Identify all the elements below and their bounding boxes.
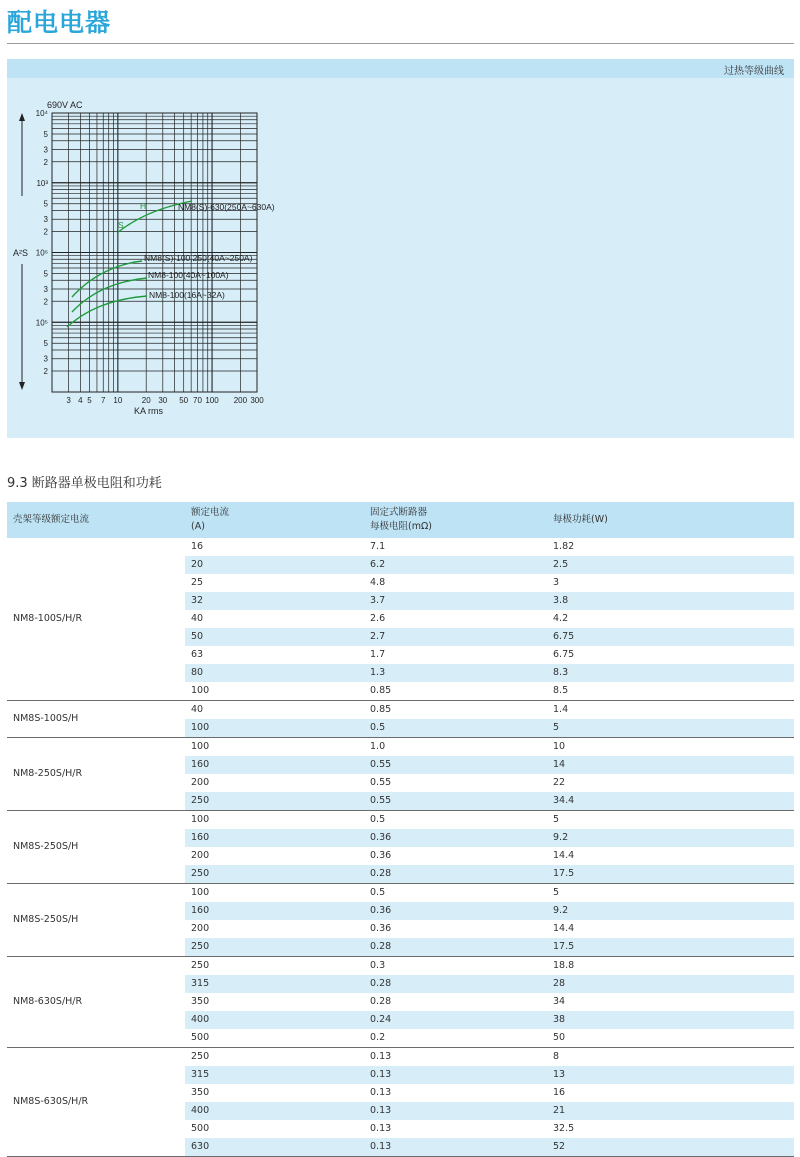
power-cell: 14.4	[553, 923, 575, 934]
power-cell: 8.3	[547, 664, 794, 682]
resistance-cell: 0.28	[364, 865, 547, 884]
y-tick-label: 3	[43, 215, 48, 225]
power-cell: 34	[553, 996, 566, 1007]
power-cell: 6.75	[553, 649, 575, 660]
resistance-cell: 0.13	[364, 1066, 547, 1084]
x-tick-label: 10	[113, 396, 123, 405]
current-cell: 32	[185, 592, 364, 610]
current-cell: 160	[185, 756, 364, 774]
power-cell: 17.5	[547, 938, 794, 957]
power-cell: 13	[547, 1066, 794, 1084]
curve-label-630: NM8(S)-630(250A~630A)	[178, 202, 275, 212]
resistance-cell: 0.5	[364, 884, 547, 903]
resistance-cell: 0.24	[364, 1011, 547, 1029]
resistance-power-table	[7, 502, 794, 1157]
curve-label-100-250: NM8(S)-100,250(40A~250A)	[144, 253, 253, 263]
power-cell: 18.8	[547, 957, 794, 976]
resistance-cell: 0.2	[370, 1032, 386, 1043]
frame-cell: NM8S-100S/H	[7, 701, 185, 738]
y-tick-label: 5	[43, 129, 48, 139]
power-cell: 14.4	[553, 850, 575, 861]
header-power: 每极功耗(W)	[547, 502, 794, 538]
table-row	[7, 1048, 794, 1067]
x-tick-label: 100	[205, 396, 219, 405]
voltage-label: 690V AC	[47, 100, 83, 110]
x-tick-label: 70	[193, 396, 202, 405]
section-title: 9.3 断路器单极电阻和功耗	[7, 476, 162, 491]
y-tick-labels	[36, 109, 49, 376]
power-cell: 6.75	[547, 628, 794, 646]
x-tick-label: 7	[101, 396, 106, 405]
table-row	[7, 811, 794, 830]
curve-label-40-100: NM8-100(40A~100A)	[148, 270, 229, 280]
resistance-cell: 1.3	[364, 664, 547, 682]
table-body	[7, 538, 794, 1157]
resistance-cell: 0.13	[364, 1048, 547, 1067]
power-cell: 16	[553, 1087, 566, 1098]
marker-label-h: H	[140, 201, 147, 211]
current-cell: 25	[191, 577, 204, 588]
current-cell: 100	[185, 719, 364, 738]
current-cell: 63	[191, 649, 204, 660]
resistance-cell: 0.5	[364, 719, 547, 738]
curve-nm8-100-40-100	[72, 278, 147, 312]
y-tick-label: 2	[43, 227, 48, 237]
resistance-cell: 6.2	[364, 556, 547, 574]
power-cell: 5	[547, 719, 794, 738]
frame-cell: NM8-100S/H/R	[7, 538, 185, 701]
curves	[67, 201, 192, 327]
y-tick-label: 2	[43, 157, 48, 167]
x-tick-label: 50	[179, 396, 189, 405]
current-cell: 200	[191, 923, 210, 934]
table-header-row	[7, 502, 794, 538]
power-cell: 5	[547, 811, 794, 830]
x-axis-label: KA rms	[134, 406, 164, 416]
resistance-cell: 0.55	[370, 777, 392, 788]
current-cell: 500	[191, 1123, 210, 1134]
resistance-cell: 0.28	[364, 938, 547, 957]
y-tick-label: 3	[43, 354, 48, 364]
power-cell: 34.4	[547, 792, 794, 811]
frame-cell: NM8-250S/H/R	[7, 738, 185, 811]
resistance-cell: 3.7	[364, 592, 547, 610]
current-cell: 250	[185, 792, 364, 811]
power-cell: 9.2	[547, 902, 794, 920]
resistance-cell: 0.13	[364, 1138, 547, 1157]
current-cell: 350	[191, 1087, 210, 1098]
resistance-cell: 0.85	[364, 701, 547, 720]
power-cell: 38	[547, 1011, 794, 1029]
current-cell: 630	[185, 1138, 364, 1157]
curve-panel	[7, 59, 794, 438]
current-cell: 100	[185, 811, 364, 830]
resistance-cell: 0.36	[364, 902, 547, 920]
x-tick-label: 30	[158, 396, 168, 405]
current-cell: 20	[185, 556, 364, 574]
power-cell: 3.8	[547, 592, 794, 610]
y-tick-label: 2	[43, 367, 48, 377]
resistance-cell: 0.3	[364, 957, 547, 976]
y-tick-label: 3	[43, 145, 48, 155]
current-cell: 100	[191, 685, 210, 696]
resistance-cell: 4.8	[370, 577, 386, 588]
y-decade-label: 10⁵	[35, 318, 48, 328]
current-cell: 350	[191, 996, 210, 1007]
frame-cell: NM8S-250S/H	[7, 884, 185, 957]
resistance-cell: 2.7	[364, 628, 547, 646]
y-decade-label: 10³	[36, 178, 48, 188]
resistance-cell: 0.13	[370, 1087, 392, 1098]
power-cell: 28	[547, 975, 794, 993]
x-tick-label: 200	[233, 396, 248, 405]
table-row	[7, 957, 794, 976]
power-cell: 2.5	[547, 556, 794, 574]
current-cell: 80	[185, 664, 364, 682]
y-decade-label: 10⁶	[35, 248, 48, 258]
x-tick-label: 5	[87, 396, 92, 405]
y-axis-label: A²S	[13, 248, 29, 258]
resistance-cell: 1.0	[364, 738, 547, 757]
current-cell: 16	[191, 541, 204, 552]
current-cell: 500	[191, 1032, 210, 1043]
power-cell: 10	[547, 738, 794, 757]
power-cell: 4.2	[553, 613, 569, 624]
header-current: 额定电流 (A)	[185, 502, 364, 538]
y-tick-label: 5	[43, 339, 48, 349]
y-tick-label: 2	[43, 297, 48, 307]
current-cell: 200	[191, 850, 210, 861]
current-cell: 40	[185, 701, 364, 720]
y-decade-label: 10⁴	[35, 109, 48, 118]
current-cell: 100	[185, 884, 364, 903]
power-cell: 52	[547, 1138, 794, 1157]
resistance-cell: 0.36	[364, 829, 547, 847]
y-tick-label: 5	[43, 269, 48, 279]
current-cell: 315	[185, 975, 364, 993]
frame-cell: NM8S-630S/H/R	[7, 1048, 185, 1157]
power-cell: 22	[553, 777, 566, 788]
resistance-cell: 2.6	[370, 613, 386, 624]
resistance-cell: 0.55	[364, 792, 547, 811]
frame-cell: NM8-630S/H/R	[7, 957, 185, 1048]
resistance-cell: 0.13	[370, 1123, 392, 1134]
power-cell: 17.5	[547, 865, 794, 884]
x-tick-label: 20	[141, 396, 151, 405]
resistance-cell: 1.7	[370, 649, 386, 660]
current-cell: 400	[185, 1102, 364, 1120]
let-through-energy-chart	[7, 59, 794, 438]
title-divider	[7, 43, 794, 44]
resistance-cell: 7.1	[370, 541, 386, 552]
current-cell: 400	[185, 1011, 364, 1029]
header-resistance: 固定式断路器 每极电阻(mΩ)	[364, 502, 547, 538]
current-cell: 315	[185, 1066, 364, 1084]
table-row	[7, 701, 794, 720]
header-frame: 壳架等级额定电流	[7, 502, 185, 538]
current-cell: 250	[185, 865, 364, 884]
current-cell: 40	[191, 613, 204, 624]
x-tick-label: 4	[78, 396, 83, 405]
y-tick-label: 5	[43, 199, 48, 209]
resistance-cell: 0.36	[370, 923, 392, 934]
marker-label-s: S	[118, 220, 124, 230]
power-cell: 3	[553, 577, 560, 588]
x-tick-label: 300	[250, 396, 264, 405]
current-cell: 250	[185, 1048, 364, 1067]
power-cell: 21	[547, 1102, 794, 1120]
curve-caption: 过热等级曲线	[724, 66, 784, 77]
current-cell: 100	[185, 738, 364, 757]
current-cell: 160	[185, 902, 364, 920]
frame-cell: NM8S-250S/H	[7, 811, 185, 884]
resistance-cell: 0.28	[370, 996, 392, 1007]
power-cell: 9.2	[547, 829, 794, 847]
resistance-cell: 0.55	[364, 756, 547, 774]
power-cell: 32.5	[553, 1123, 575, 1134]
resistance-cell: 0.5	[364, 811, 547, 830]
power-cell: 50	[553, 1032, 566, 1043]
current-cell: 160	[185, 829, 364, 847]
current-cell: 50	[185, 628, 364, 646]
current-cell: 250	[185, 957, 364, 976]
power-cell: 1.82	[553, 541, 575, 552]
power-cell: 8.5	[553, 685, 569, 696]
resistance-cell: 0.28	[364, 975, 547, 993]
curve-nm8-100-250	[72, 261, 142, 297]
x-tick-label: 3	[66, 396, 71, 405]
resistance-cell: 0.36	[370, 850, 392, 861]
resistance-cell: 0.85	[370, 685, 392, 696]
current-cell: 250	[185, 938, 364, 957]
power-cell: 5	[547, 884, 794, 903]
current-cell: 200	[191, 777, 210, 788]
y-tick-label: 3	[43, 284, 48, 294]
power-cell: 8	[547, 1048, 794, 1067]
table-row	[7, 884, 794, 903]
curve-label-16-32: NM8-100(16A~32A)	[149, 290, 225, 300]
resistance-cell: 0.13	[364, 1102, 547, 1120]
x-tick-labels	[66, 396, 264, 405]
power-cell: 14	[547, 756, 794, 774]
power-cell: 1.4	[547, 701, 794, 720]
table-row	[7, 538, 794, 556]
page-title: 配电电器	[7, 8, 112, 37]
table-row	[7, 738, 794, 757]
